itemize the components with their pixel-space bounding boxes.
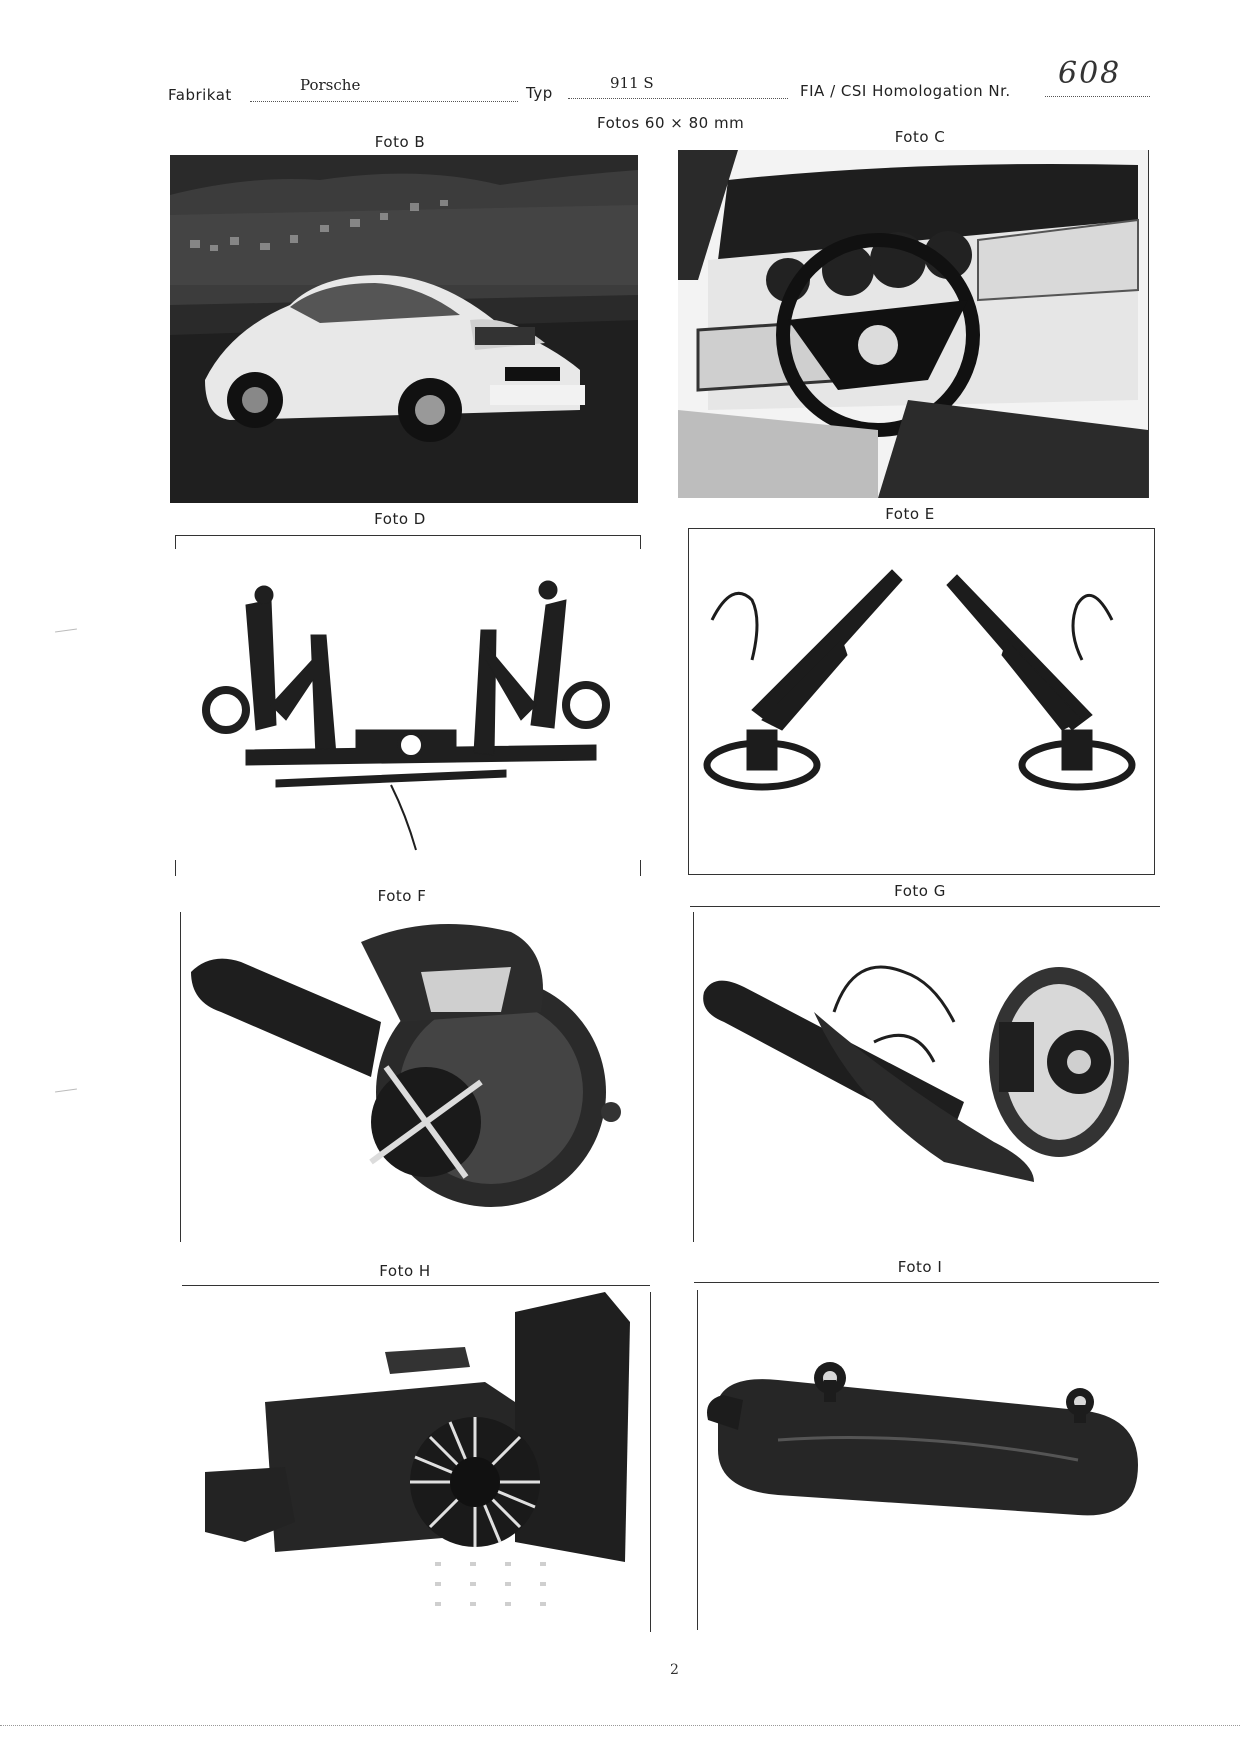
photo-d-top-rule [175,535,640,536]
homologation-dotted-line [1045,96,1150,97]
typ-label: Typ [526,84,553,102]
photo-e-trailing-arms-with-brakes [692,540,1150,870]
margin-mark-2 [55,1088,77,1092]
caption-foto-e: Foto E [885,505,935,523]
fabrikat-label: Fabrikat [168,86,232,104]
photo-g-trailing-arm-with-brake-disc [693,912,1156,1242]
photo-h-top-rule [182,1285,650,1286]
caption-foto-g: Foto G [894,882,946,900]
bottom-dotted-rule [0,1725,1240,1726]
photo-d-front-suspension [176,545,640,875]
photo-g-top-rule [690,906,1160,907]
photo-b-car-rear-three-quarter [170,155,638,503]
caption-foto-h: Foto H [379,1262,431,1280]
caption-foto-i: Foto I [897,1258,943,1276]
caption-foto-c: Foto C [894,128,946,146]
photo-d-bracket-tr [640,535,641,549]
photo-c-dashboard-steering-wheel [678,150,1149,498]
caption-foto-f: Foto F [377,887,427,905]
typ-value: 911 S [610,74,654,92]
photo-d-bracket-br [640,860,641,876]
photo-i-top-rule [694,1282,1159,1283]
homologation-number-handwritten: 608 [1058,56,1122,91]
homologation-label: FIA / CSI Homologation Nr. [800,82,1011,100]
photo-d-bracket-bl [175,860,176,876]
fabrikat-dotted-line [250,101,518,102]
fabrikat-value: Porsche [300,76,361,94]
page-number: 2 [670,1662,679,1678]
photo-f-rear-hub-disc-brake [180,912,641,1242]
typ-dotted-line [568,98,788,99]
caption-foto-b: Foto B [374,133,426,151]
margin-mark-1 [55,628,77,632]
photo-i-exhaust-muffler [697,1290,1158,1630]
caption-foto-d: Foto D [374,510,426,528]
photo-size-subtitle: Fotos 60 × 80 mm [597,114,745,132]
photo-h-engine-transmission [185,1292,651,1632]
